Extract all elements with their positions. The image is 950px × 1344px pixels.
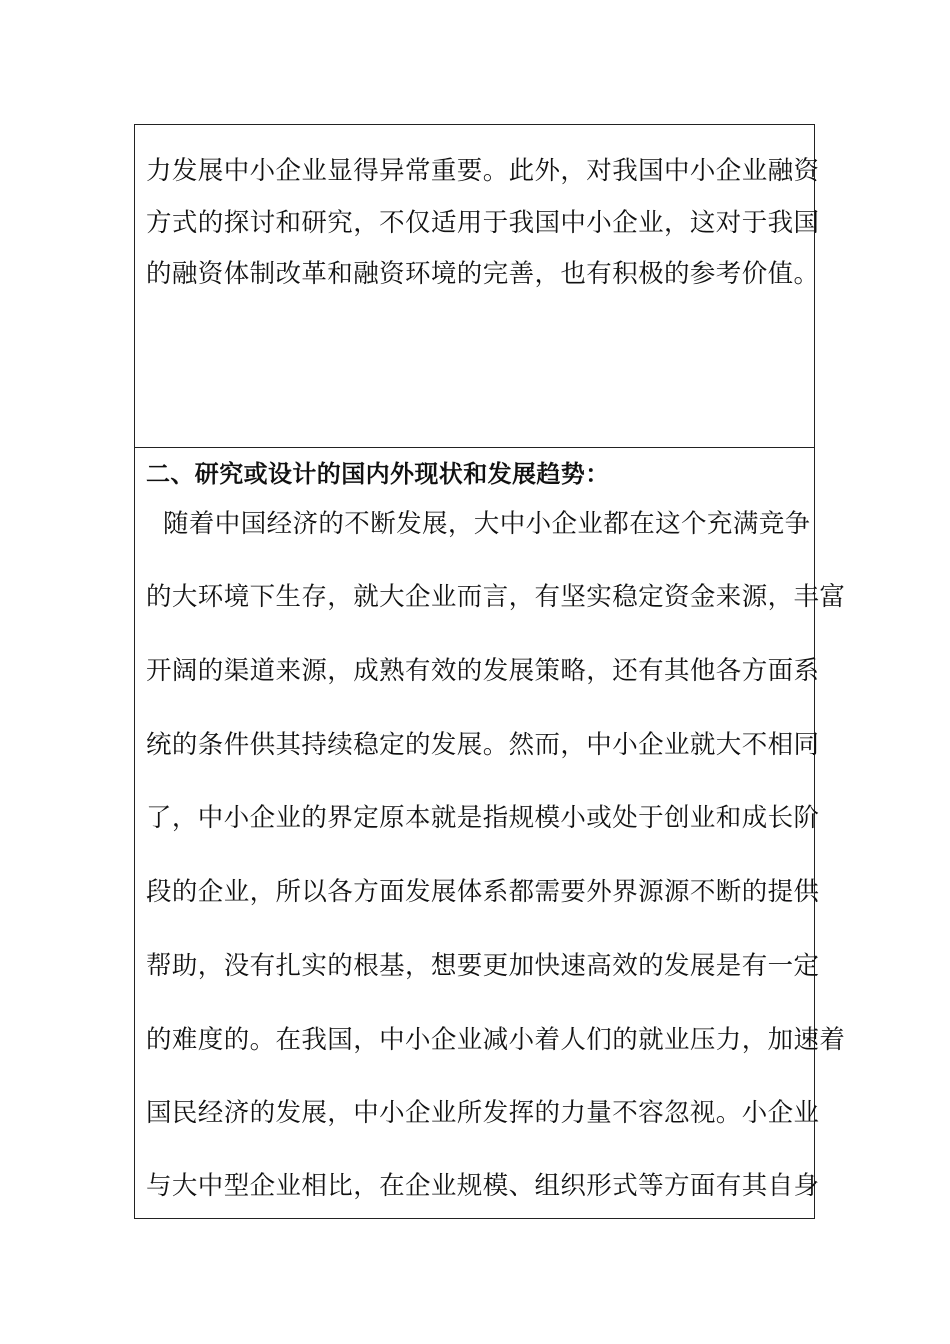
section-1-cell	[135, 125, 820, 447]
section-2-line-10: 与大中型企业相比，在企业规模、组织形式等方面有其自身	[146, 1171, 820, 1201]
section-2-line-2: 的大环境下生存，就大企业而言，有坚实稳定资金来源，丰富	[146, 582, 846, 612]
section-2-line-3: 开阔的渠道来源，成熟有效的发展策略，还有其他各方面系	[146, 656, 820, 686]
section-2-line-6: 段的企业，所以各方面发展体系都需要外界源源不断的提供	[146, 877, 820, 907]
section-2-line-8: 的难度的。在我国，中小企业减小着人们的就业压力，加速着	[146, 1025, 846, 1055]
proposal-form-table	[134, 124, 846, 1219]
section-1-line-2: 方式的探讨和研究，不仅适用于我国中小企业，这对于我国	[146, 208, 820, 238]
section-2-line-7: 帮助，没有扎实的根基，想要更加快速高效的发展是有一定	[146, 951, 820, 981]
section-2-heading: 二、研究或设计的国内外现状和发展趋势：	[146, 460, 610, 488]
section-2-cell	[135, 447, 846, 1218]
section-2-line-4: 统的条件供其持续稳定的发展。然而，中小企业就大不相同	[146, 730, 820, 760]
section-1-line-3: 的融资体制改革和融资环境的完善，也有积极的参考价值。	[146, 259, 820, 289]
section-2-line-9: 国民经济的发展，中小企业所发挥的力量不容忽视。小企业	[146, 1098, 820, 1128]
section-2-line-1: 随着中国经济的不断发展，大中小企业都在这个充满竞争	[146, 509, 811, 539]
section-2-line-5: 了，中小企业的界定原本就是指规模小或处于创业和成长阶	[146, 803, 820, 833]
section-1-line-1: 力发展中小企业显得异常重要。此外，对我国中小企业融资	[146, 156, 820, 186]
